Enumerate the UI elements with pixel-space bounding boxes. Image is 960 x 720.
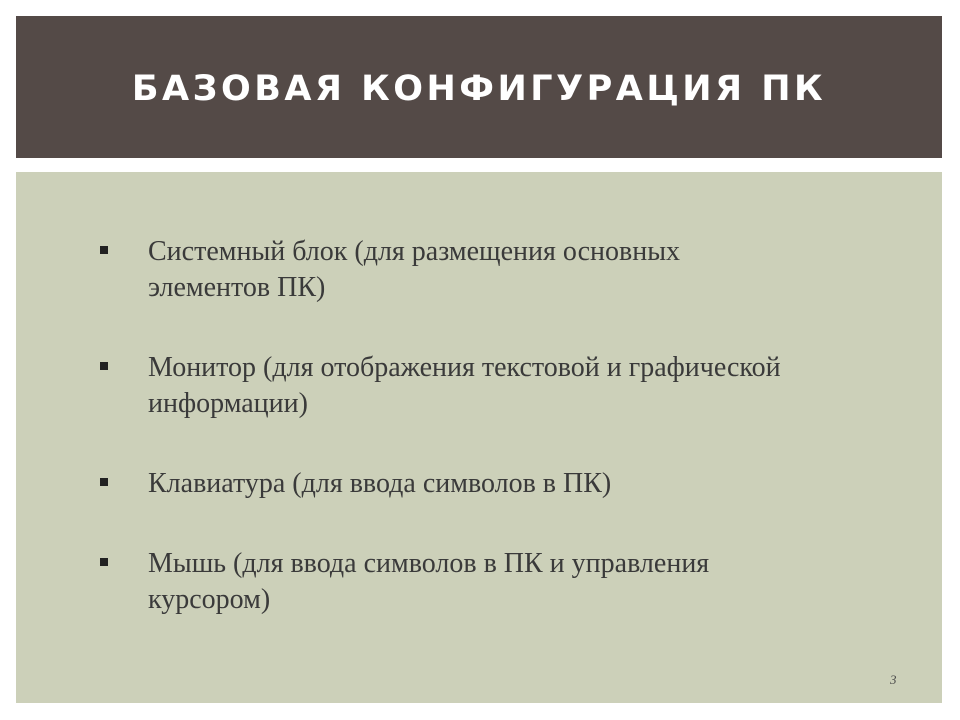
title-bar [16, 16, 942, 158]
list-item [100, 350, 800, 422]
bullet-list [100, 234, 800, 618]
list-item [100, 466, 800, 502]
page-number: 3 [890, 672, 897, 687]
slide-title: БАЗОВАЯ КОНФИГУРАЦИЯ ПК [131, 69, 827, 109]
bullet-text: Монитор (для отображения текстовой и графической информации) [148, 352, 781, 419]
bullet-text: Мышь (для ввода символов в ПК и управления курсором) [148, 548, 710, 615]
content-panel [16, 172, 942, 703]
list-item [100, 234, 800, 306]
bullet-text: Системный блок (для размещения основных элементов ПК) [148, 236, 680, 303]
square-bullet-icon [100, 362, 108, 370]
square-bullet-icon [100, 246, 108, 254]
square-bullet-icon [100, 478, 108, 486]
square-bullet-icon [100, 558, 108, 566]
bullet-text: Клавиатура (для ввода символов в ПК) [148, 468, 612, 499]
list-item [100, 546, 800, 618]
